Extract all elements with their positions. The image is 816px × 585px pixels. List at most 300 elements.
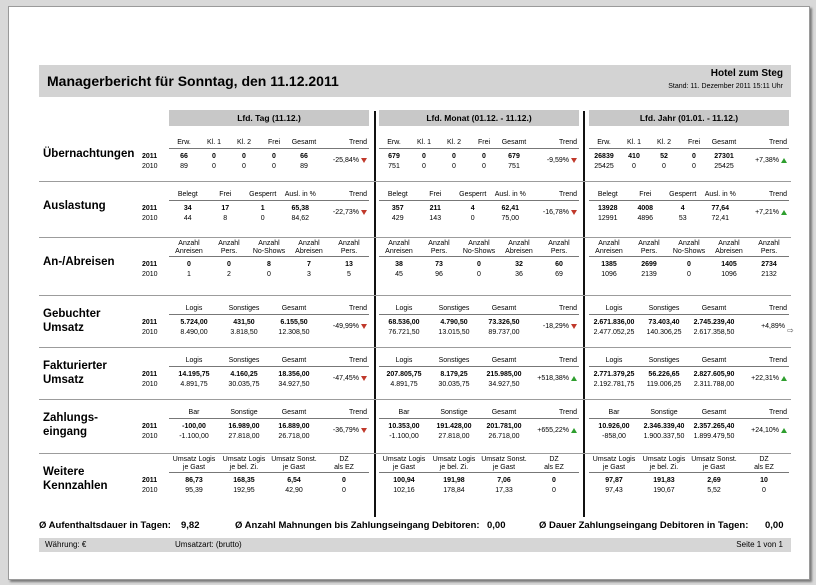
trend-down-arrow-icon: [361, 210, 367, 215]
column-header: Logis: [605, 305, 623, 312]
trend-cell: [537, 427, 577, 434]
value-2011: 77,64: [711, 205, 730, 212]
value-2011: 1: [260, 205, 265, 212]
column-header: Sonstiges: [438, 357, 470, 364]
value-2011: 8.179,25: [440, 371, 468, 378]
value-2011: 2.346.339,40: [643, 423, 685, 430]
trend-value: -47,45%: [332, 375, 359, 382]
value-2010: 36: [515, 271, 523, 278]
trend-cell: [543, 209, 577, 216]
trend-cell: [547, 157, 577, 164]
value-2011: 66: [180, 153, 188, 160]
column-header: Trend: [558, 357, 577, 364]
value-2011: 13: [345, 261, 353, 268]
value-2011: 0: [342, 477, 346, 484]
trend-up-arrow-icon: [781, 376, 787, 381]
value-2010: 0: [422, 163, 426, 170]
column-header: Kl. 1: [416, 139, 431, 146]
year-label: 2010: [142, 215, 158, 222]
column-header: Umsatz Logis je bel. Zi.: [642, 456, 686, 471]
section-label: Fakturierter Umsatz: [43, 360, 107, 386]
section-label: Weitere Kennzahlen: [43, 466, 108, 492]
trend-down-arrow-icon: [361, 158, 367, 163]
value-2010: 12.308,50: [278, 329, 310, 336]
value-2011: 10: [760, 477, 768, 484]
value-2011: 410: [628, 153, 640, 160]
value-2010: 84,62: [291, 215, 310, 222]
value-2011: 1405: [721, 261, 737, 268]
trend-cell: [537, 375, 577, 382]
column-header: Gesamt: [491, 409, 517, 416]
value-2011: 13928: [598, 205, 618, 212]
value-2010: 42,90: [285, 487, 303, 494]
value-2011: 10.353,00: [388, 423, 420, 430]
column-header: Trend: [348, 305, 367, 312]
value-2010: 3.818,50: [230, 329, 258, 336]
section-block: [169, 131, 369, 183]
section-block: [379, 131, 579, 183]
column-header: Sonstige: [650, 409, 678, 416]
column-header: Bar: [398, 409, 410, 416]
trend-cell: [333, 427, 367, 434]
value-2011: 679: [388, 153, 400, 160]
trend-cell: [755, 209, 787, 216]
section-block: [169, 297, 369, 349]
column-header: Trend: [768, 305, 787, 312]
report-timestamp: Stand: 11. Dezember 2011 15:11 Uhr: [668, 83, 783, 90]
column-header: Gesamt: [281, 357, 307, 364]
trend-value: -25,84%: [332, 157, 359, 164]
trend-cell: [333, 209, 367, 216]
value-2011: 679: [508, 153, 520, 160]
value-2011: -100,00: [182, 423, 206, 430]
year-label: 2010: [142, 381, 158, 388]
value-2011: 4.790,50: [440, 319, 468, 326]
value-2010: 3: [307, 271, 311, 278]
column-header: Bar: [188, 409, 200, 416]
value-2010: 0: [260, 215, 265, 222]
column-header: Erw.: [387, 139, 401, 146]
trend-up-arrow-icon: [571, 376, 577, 381]
value-2010: 190,67: [653, 487, 675, 494]
column-header: DZ als EZ: [754, 456, 774, 471]
value-2010: 0: [632, 163, 636, 170]
column-header: Belegt: [387, 191, 408, 198]
trend-value: +655,22%: [537, 427, 569, 434]
value-2011: 65,38: [291, 205, 310, 212]
value-2010: 4.891,75: [180, 381, 208, 388]
period-header: Lfd. Monat (01.12. - 11.12.): [379, 110, 579, 126]
column-header: Anzahl Anreisen: [595, 240, 623, 255]
value-2011: 4008: [637, 205, 654, 212]
value-2011: 0: [482, 153, 486, 160]
value-2011: 27301: [714, 153, 734, 160]
value-2010: 27.818,00: [438, 433, 470, 440]
trend-down-arrow-icon: [361, 376, 367, 381]
value-2011: 60: [555, 261, 563, 268]
value-2011: 2.357.265,40: [693, 423, 735, 430]
section-rule: [39, 453, 791, 454]
section-block: [379, 239, 579, 291]
value-2010: 44: [183, 215, 192, 222]
section-block: [589, 349, 789, 401]
value-2011: 191.428,00: [436, 423, 472, 430]
report-page: [8, 6, 810, 580]
year-label: 2011: [142, 205, 158, 212]
value-2011: 14.195,75: [178, 371, 210, 378]
section-block: [169, 349, 369, 401]
column-header: Anzahl No-Shows: [672, 240, 706, 255]
value-2010: 1.899.479,50: [693, 433, 735, 440]
value-2011: 2.671.836,00: [593, 319, 635, 326]
column-header: Sonstiges: [648, 305, 680, 312]
column-header: Logis: [395, 357, 413, 364]
value-2010: 1: [187, 271, 191, 278]
column-header: Kl. 2: [656, 139, 671, 146]
column-header: Erw.: [177, 139, 191, 146]
value-2010: 0: [692, 163, 696, 170]
column-header: Gesperrt: [459, 191, 487, 198]
value-2011: 16.989,00: [228, 423, 260, 430]
value-2011: 6.155,50: [280, 319, 308, 326]
trend-value: -9,59%: [546, 157, 569, 164]
column-header: Gesamt: [281, 305, 307, 312]
value-2011: 0: [212, 153, 216, 160]
section-block: [379, 455, 579, 507]
value-2010: 751: [508, 163, 520, 170]
trend-up-arrow-icon: [781, 428, 787, 433]
column-header: Anzahl Pers.: [758, 240, 780, 255]
year-label: 2011: [142, 153, 158, 160]
section-block: [379, 183, 579, 235]
column-header: Anzahl Anreisen: [385, 240, 413, 255]
report-title: Managerbericht für Sonntag, den 11.12.2011: [47, 73, 339, 89]
column-header: Trend: [768, 357, 787, 364]
value-2010: 0: [482, 163, 486, 170]
column-header: Logis: [605, 357, 623, 364]
section-block: [169, 239, 369, 291]
column-header: Anzahl Pers.: [338, 240, 360, 255]
report-bottom-bar: [39, 538, 791, 552]
value-2011: 62,41: [501, 205, 520, 212]
value-2011: 2,69: [707, 477, 721, 484]
value-2011: 38: [395, 261, 403, 268]
trend-down-arrow-icon: [361, 428, 367, 433]
column-header: Trend: [558, 191, 577, 198]
column-header: Umsatz Logis je Gast: [592, 456, 636, 471]
trend-cell: [755, 157, 787, 164]
page-number: Seite 1 von 1: [736, 540, 783, 549]
value-2010: 1096: [601, 271, 617, 278]
section-rule: [39, 347, 791, 348]
column-header: Trend: [348, 357, 367, 364]
column-header: Trend: [768, 191, 787, 198]
report-header: [39, 65, 791, 97]
value-2010: 0: [470, 215, 475, 222]
value-2011: 0: [187, 261, 191, 268]
column-header: Sonstiges: [438, 305, 470, 312]
column-header: Gesamt: [491, 305, 517, 312]
value-2011: 0: [477, 261, 481, 268]
column-header: Ausl. in %: [704, 191, 736, 198]
trend-value: -16,78%: [542, 209, 569, 216]
value-2011: 4: [680, 205, 685, 212]
column-header: Anzahl Pers.: [428, 240, 450, 255]
column-header: Gesamt: [701, 409, 727, 416]
trend-cell: [333, 375, 367, 382]
trend-down-arrow-icon: [571, 324, 577, 329]
value-2011: 5.724,00: [180, 319, 208, 326]
column-header: Umsatz Logis je Gast: [172, 456, 216, 471]
section-label: Zahlungs- eingang: [43, 412, 98, 438]
value-2011: 16.889,00: [278, 423, 310, 430]
value-2010: 12991: [598, 215, 618, 222]
value-2010: 0: [452, 163, 456, 170]
trend-value: -18,29%: [542, 323, 569, 330]
trend-down-arrow-icon: [571, 158, 577, 163]
column-header: Gesamt: [701, 357, 727, 364]
value-2011: 100,94: [393, 477, 415, 484]
value-2010: 0: [687, 271, 691, 278]
value-2011: 34: [183, 205, 192, 212]
value-2010: 34.927,50: [488, 381, 520, 388]
period-header: Lfd. Tag (11.12.): [169, 110, 369, 126]
value-2010: 26.718,00: [488, 433, 520, 440]
value-2010: 53: [678, 215, 687, 222]
hotel-name: Hotel zum Steg: [710, 68, 783, 79]
column-header: DZ als EZ: [544, 456, 564, 471]
trend-cell: [333, 323, 367, 330]
year-label: 2010: [142, 329, 158, 336]
section-block: [169, 455, 369, 507]
value-2010: -1.100,00: [179, 433, 209, 440]
section-block: [379, 401, 579, 453]
value-2010: 69: [555, 271, 563, 278]
column-header: Trend: [558, 139, 577, 146]
trend-down-arrow-icon: [361, 324, 367, 329]
value-2010: 0: [267, 271, 271, 278]
value-2010: 89: [180, 163, 188, 170]
value-2010: 2.192.781,75: [593, 381, 635, 388]
value-2011: 0: [552, 477, 556, 484]
value-2010: 0: [342, 487, 346, 494]
value-2010: 429: [391, 215, 404, 222]
column-header: Trend: [348, 139, 367, 146]
column-header: Trend: [348, 409, 367, 416]
value-2010: -1.100,00: [389, 433, 419, 440]
column-header: Gesperrt: [249, 191, 277, 198]
value-2011: 73: [435, 261, 443, 268]
value-2011: 431,50: [233, 319, 255, 326]
value-2010: 4896: [637, 215, 654, 222]
trend-cell: [751, 375, 787, 382]
section-block: [589, 131, 789, 183]
value-2011: 17: [221, 205, 230, 212]
column-header: Frei: [639, 191, 652, 198]
section-label: Übernachtungen: [43, 148, 135, 160]
value-2010: 13.015,50: [438, 329, 470, 336]
value-2010: 143: [429, 215, 442, 222]
value-2011: 168,35: [233, 477, 255, 484]
trend-value: +7,38%: [755, 157, 779, 164]
column-header: Logis: [395, 305, 413, 312]
value-2010: 27.818,00: [228, 433, 260, 440]
column-header: Gesamt: [711, 139, 737, 146]
value-2010: 178,84: [443, 487, 465, 494]
column-header: Anzahl Anreisen: [175, 240, 203, 255]
value-2011: 6,54: [287, 477, 301, 484]
column-header: Anzahl Abreisen: [505, 240, 533, 255]
year-label: 2011: [142, 319, 158, 326]
trend-cell: +4,89% ⇨: [761, 323, 794, 336]
value-2010: 2139: [641, 271, 657, 278]
period-divider: [374, 111, 376, 517]
column-header: Trend: [768, 139, 787, 146]
value-2010: 5: [347, 271, 351, 278]
value-2010: 96: [435, 271, 443, 278]
value-2010: 192,95: [233, 487, 255, 494]
column-header: Gesamt: [291, 139, 317, 146]
value-2010: 0: [477, 271, 481, 278]
value-2010: 34.927,50: [278, 381, 310, 388]
currency-info: Währung: €: [45, 540, 87, 549]
column-header: Anzahl Pers.: [548, 240, 570, 255]
value-2010: 2.477.052,25: [593, 329, 635, 336]
column-header: Sonstiges: [648, 357, 680, 364]
value-2010: 0: [662, 163, 666, 170]
column-header: Kl. 1: [626, 139, 641, 146]
period-header: Lfd. Jahr (01.01. - 11.12.): [589, 110, 789, 126]
value-2011: 0: [422, 153, 426, 160]
value-2011: 56.226,65: [648, 371, 680, 378]
column-header: Belegt: [177, 191, 198, 198]
value-2010: 75,00: [501, 215, 520, 222]
column-header: Trend: [768, 409, 787, 416]
section-block: [589, 239, 789, 291]
value-2010: 72,41: [711, 215, 730, 222]
footer-mahnungen-label: Ø Anzahl Mahnungen bis Zahlungseingang Debitoren:: [235, 520, 480, 531]
value-2010: 89: [300, 163, 308, 170]
year-label: 2010: [142, 433, 158, 440]
value-2011: 2.745.239,40: [693, 319, 735, 326]
trend-value: -49,99%: [332, 323, 359, 330]
value-2011: 73.403,40: [648, 319, 680, 326]
value-2010: 0: [272, 163, 276, 170]
column-header: Gesperrt: [669, 191, 697, 198]
year-label: 2010: [142, 487, 158, 494]
trend-up-arrow-icon: [781, 210, 787, 215]
trend-value: -36,79%: [332, 427, 359, 434]
value-2011: 2734: [761, 261, 777, 268]
value-2011: 73.326,50: [488, 319, 520, 326]
trend-value: +4,89%: [761, 323, 785, 330]
value-2010: 8.490,00: [180, 329, 208, 336]
value-2011: 191,98: [443, 477, 465, 484]
section-block: [589, 297, 794, 349]
value-2010: 140.306,25: [646, 329, 682, 336]
section-rule: [39, 237, 791, 238]
trend-cell: [751, 427, 787, 434]
section-block: [589, 455, 789, 507]
column-header: Trend: [558, 409, 577, 416]
column-header: Umsatz Logis je bel. Zi.: [222, 456, 266, 471]
column-header: Sonstiges: [228, 305, 260, 312]
value-2010: 17,33: [495, 487, 513, 494]
value-2011: 2.771.379,25: [593, 371, 635, 378]
value-2010: 8: [223, 215, 228, 222]
value-2011: 1385: [601, 261, 617, 268]
footer-dauer-value: 0,00: [765, 520, 784, 531]
section-block: [589, 183, 789, 235]
value-2011: 8: [267, 261, 271, 268]
value-2011: 68.536,00: [388, 319, 420, 326]
value-2010: 26.718,00: [278, 433, 310, 440]
trend-up-arrow-icon: [781, 158, 787, 163]
column-header: Erw.: [597, 139, 611, 146]
value-2010: 4.891,75: [390, 381, 418, 388]
year-label: 2011: [142, 477, 158, 484]
value-2011: 66: [300, 153, 308, 160]
trend-value: +7,21%: [755, 209, 779, 216]
value-2010: 0: [762, 487, 766, 494]
column-header: Trend: [558, 305, 577, 312]
value-2010: 751: [388, 163, 400, 170]
section-label: Gebuchter Umsatz: [43, 308, 101, 334]
value-2010: 45: [395, 271, 403, 278]
value-2011: 26839: [594, 153, 614, 160]
value-2010: 1.900.337,50: [643, 433, 685, 440]
column-header: Ausl. in %: [494, 191, 526, 198]
trend-cell: [543, 323, 577, 330]
year-label: 2011: [142, 423, 158, 430]
trend-value: +518,38%: [537, 375, 569, 382]
column-header: Logis: [185, 357, 203, 364]
value-2011: 97,87: [605, 477, 623, 484]
column-header: Umsatz Logis je Gast: [382, 456, 426, 471]
section-block: [169, 401, 369, 453]
column-header: Frei: [267, 139, 281, 146]
column-header: Kl. 2: [236, 139, 251, 146]
column-header: Gesamt: [281, 409, 307, 416]
section-label: An-/Abreisen: [43, 256, 115, 268]
column-header: DZ als EZ: [334, 456, 354, 471]
trend-value: +22,31%: [751, 375, 779, 382]
value-2011: 2699: [641, 261, 657, 268]
value-2011: 2.827.605,90: [693, 371, 735, 378]
period-divider: [583, 111, 585, 517]
column-header: Gesamt: [701, 305, 727, 312]
column-header: Umsatz Logis je bel. Zi.: [432, 456, 476, 471]
column-header: Trend: [348, 191, 367, 198]
value-2010: 97,43: [605, 487, 623, 494]
year-label: 2011: [142, 371, 158, 378]
year-label: 2011: [142, 261, 158, 268]
column-header: Sonstige: [230, 409, 258, 416]
value-2010: 5,52: [707, 487, 721, 494]
value-2010: 2: [227, 271, 231, 278]
value-2010: 76.721,50: [388, 329, 420, 336]
value-2011: 7,06: [497, 477, 511, 484]
section-rule: [39, 181, 791, 182]
value-2011: 52: [660, 153, 668, 160]
value-2011: 7: [307, 261, 311, 268]
footer-aufenthalt-value: 9,82: [181, 520, 200, 531]
value-2011: 0: [242, 153, 246, 160]
trend-value: +24,10%: [751, 427, 779, 434]
value-2011: 32: [515, 261, 523, 268]
value-2011: 357: [391, 205, 404, 212]
value-2010: 119.006,25: [646, 381, 682, 388]
